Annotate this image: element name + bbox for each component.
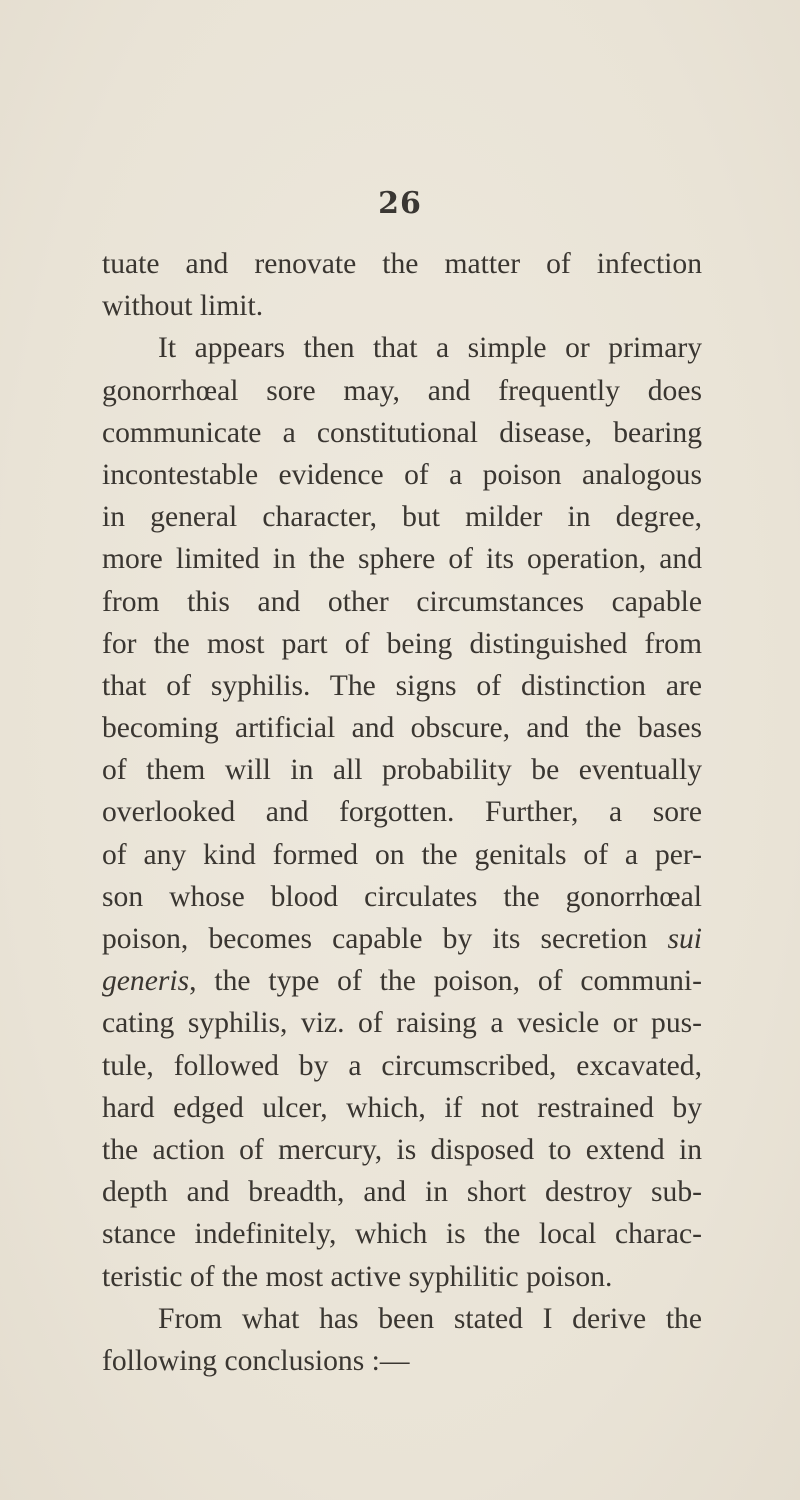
text-line: hard edged ulcer, which, if not restrained by (102, 1091, 702, 1124)
text-line: tule, followed by a circumscribed, excavated, (102, 1049, 702, 1082)
text-line: more limited in the sphere of its operation, and (102, 543, 702, 576)
italic-term: sui (667, 923, 702, 955)
text-line (102, 918, 702, 960)
italic-term: generis (102, 965, 190, 998)
text-line: son whose blood circulates the gonorrhœal (102, 880, 702, 913)
text-line: of any kind formed on the genitals of a per- (102, 838, 702, 871)
text-line: in general character, but milder in degree, (102, 501, 702, 534)
text-line: teristic of the most active syphilitic poison. (102, 1260, 613, 1293)
text-line: communicate a constitutional disease, bearing (102, 416, 702, 449)
text-line: for the most part of being distinguished from (102, 627, 702, 660)
text-line: It appears then that a simple or primary (158, 332, 702, 365)
text-line: without limit. (102, 290, 264, 323)
text-line: from this and other circumstances capable (102, 585, 702, 618)
text-line: cating syphilis, viz. of raising a vesicle or pus- (102, 1007, 702, 1040)
text-line: that of syphilis. The signs of distinction are (102, 669, 702, 702)
text-line: of them will in all probability be eventually (102, 754, 702, 787)
text-line: overlooked and forgotten. Further, a sore (102, 796, 702, 829)
text-line: tuate and renovate the matter of infection (102, 248, 702, 280)
text-fragment: , the type of the poison, of communi- (189, 965, 702, 998)
text-line: following conclusions :— (102, 1344, 410, 1377)
text-line: the action of mercury, is disposed to extend in (102, 1133, 702, 1166)
text-line: stance indefinitely, which is the local charac- (102, 1218, 702, 1251)
text-line: gonorrhœal sore may, and frequently does (102, 374, 702, 407)
text-line: becoming artificial and obscure, and the bases (102, 712, 702, 745)
text-line: depth and breadth, and in short destroy sub- (102, 1176, 702, 1209)
page-number: 26 (378, 186, 422, 221)
body-text (102, 243, 702, 1382)
text-line: incontestable evidence of a poison analogous (102, 458, 702, 491)
text-fragment: poison, becomes capable by its secretion (102, 923, 668, 955)
text-line: From what has been stated I derive the (158, 1302, 702, 1335)
text-line (102, 960, 702, 1002)
